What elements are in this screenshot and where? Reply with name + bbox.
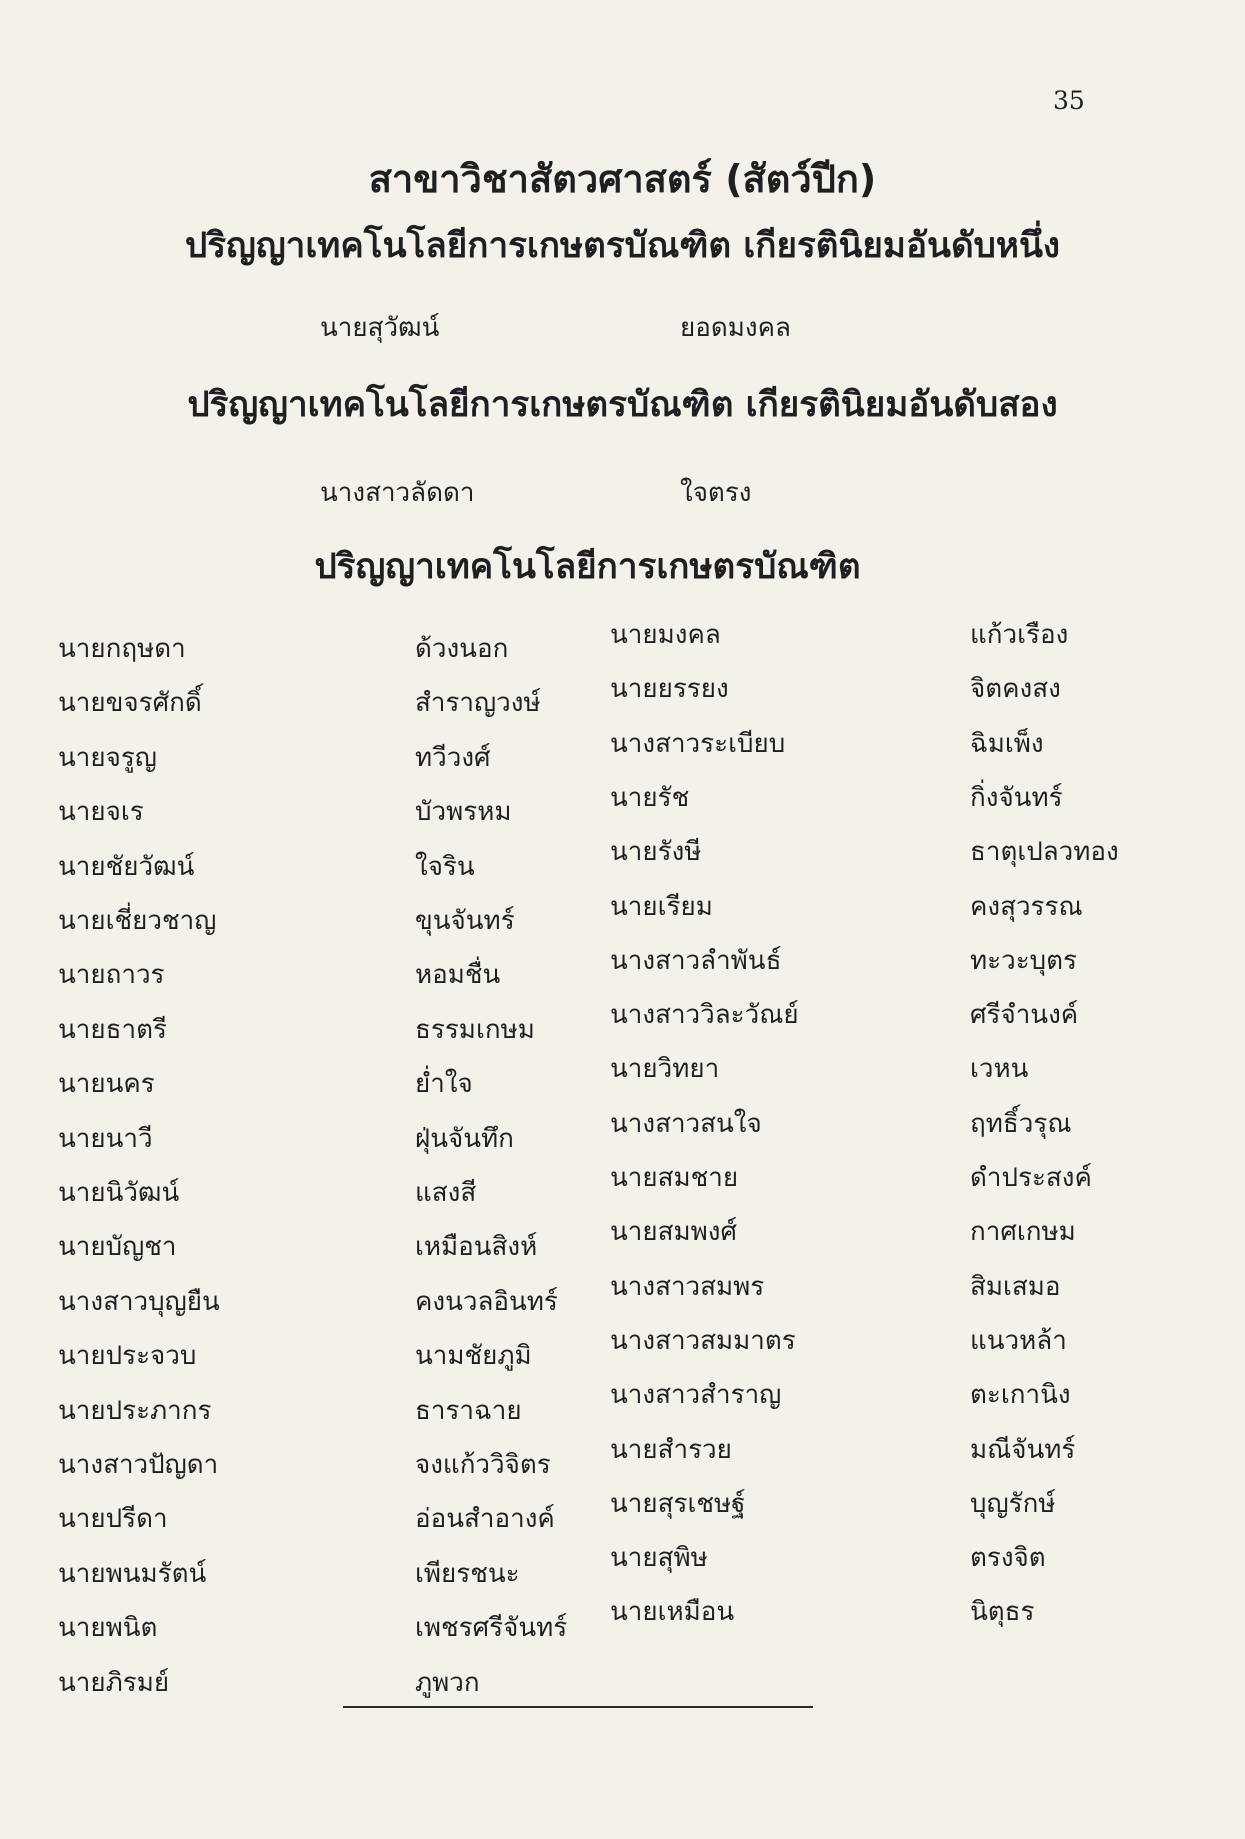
graduate-family-name: ทวีวงศ์ <box>415 742 491 773</box>
graduate-family-name: สิมเสมอ <box>970 1271 1061 1302</box>
graduate-family-name: ทะวะบุตร <box>970 945 1078 976</box>
graduate-given-name: นายพนิต <box>58 1613 158 1644</box>
graduate-family-name: อ่อนสำอางค์ <box>415 1504 555 1535</box>
graduate-given-name: นายนาวี <box>58 1123 153 1154</box>
graduate-family-name: ใจริน <box>415 851 475 882</box>
graduate-given-name: นางสาววิละวัณย์ <box>610 1000 799 1031</box>
graduate-given-name: นายจเร <box>58 797 144 828</box>
graduate-family-name: บุญรักษ์ <box>970 1488 1056 1519</box>
first-class-honors-heading: ปริญญาเทคโนโลยีการเกษตรบัณฑิต เกียรตินิยมอันดับหนึ่ง <box>185 226 1060 266</box>
graduate-family-name: เพชรศรีจันทร์ <box>415 1613 568 1644</box>
graduate-given-name: นายมงคล <box>610 620 721 650</box>
graduate-family-name: ภูพวก <box>415 1667 480 1698</box>
graduate-given-name: นางสาวสำราญ <box>610 1380 782 1411</box>
graduate-given-name: นายสมชาย <box>610 1163 739 1193</box>
graduate-given-name: นายรังษี <box>610 837 702 868</box>
graduate-family-name: คงนวลอินทร์ <box>415 1286 558 1317</box>
graduate-family-name: กาศเกษม <box>970 1217 1076 1248</box>
graduate-given-name: นายภิรมย์ <box>58 1667 170 1698</box>
first-class-family-name: ยอดมงคล <box>680 313 791 343</box>
graduate-given-name: นายรัช <box>610 782 690 813</box>
graduate-family-name: นามชัยภูมิ <box>415 1341 532 1372</box>
graduate-given-name: นายเชี่ยวชาญ <box>58 906 217 936</box>
graduate-family-name: เวหน <box>970 1054 1029 1085</box>
graduate-given-name: นายประจวบ <box>58 1341 197 1372</box>
graduate-family-name: นิตุธร <box>970 1597 1035 1628</box>
second-class-honors-heading: ปริญญาเทคโนโลยีการเกษตรบัณฑิต เกียรตินิยมอันดับสอง <box>187 385 1058 425</box>
graduate-given-name: นายสมพงศ์ <box>610 1217 737 1248</box>
graduate-given-name: นายพนมรัตน์ <box>58 1558 207 1589</box>
graduate-given-name: นางสาวสมพร <box>610 1271 765 1302</box>
graduate-family-name: ศรีจำนงค์ <box>970 1000 1079 1031</box>
graduate-family-name: จิตคงสง <box>970 674 1061 705</box>
graduate-given-name: นางสาวลำพันธ์ <box>610 945 782 976</box>
graduate-family-name: เหมือนสิงห์ <box>415 1232 538 1263</box>
graduate-given-name: นายยรรยง <box>610 674 729 705</box>
graduate-family-name: แสงสี <box>415 1178 477 1208</box>
graduate-given-name: นายจรูญ <box>58 742 157 773</box>
graduate-given-name: นายเรียม <box>610 891 713 922</box>
graduate-given-name: นายวิทยา <box>610 1054 720 1085</box>
graduate-family-name: ธาราฉาย <box>415 1395 522 1426</box>
graduate-family-name: ฤทธิ์วรุณ <box>970 1108 1072 1139</box>
graduate-given-name: นายธาตรี <box>58 1014 167 1045</box>
graduate-family-name: ตะเกานิง <box>970 1380 1071 1411</box>
bottom-rule <box>343 1706 813 1708</box>
faculty-title: สาขาวิชาสัตวศาสตร์ (สัตว์ปีก) <box>368 157 877 201</box>
second-class-family-name: ใจตรง <box>680 478 752 508</box>
graduate-family-name: หอมชื่น <box>415 960 501 991</box>
page-number: 35 <box>1053 86 1085 115</box>
graduate-given-name: นายเหมือน <box>610 1597 735 1628</box>
graduate-family-name: ธาตุเปลวทอง <box>970 837 1119 868</box>
graduate-family-name: จงแก้ววิจิตร <box>415 1450 551 1480</box>
graduate-given-name: นางสาวปัญดา <box>58 1450 219 1480</box>
graduate-given-name: นายนคร <box>58 1069 155 1100</box>
graduate-family-name: ตรงจิต <box>970 1543 1046 1574</box>
graduate-family-name: ด้วงนอก <box>415 634 509 664</box>
first-class-given-name: นายสุวัฒน์ <box>320 313 440 343</box>
graduate-given-name: นางสาวสมมาตร <box>610 1325 796 1356</box>
graduate-given-name: นายขจรศักดิ์ <box>58 688 202 719</box>
graduate-family-name: กิ่งจันทร์ <box>970 782 1063 813</box>
graduate-given-name: นายประภากร <box>58 1395 212 1426</box>
graduate-family-name: มณีจันทร์ <box>970 1434 1076 1465</box>
graduate-family-name: สำราญวงษ์ <box>415 688 541 719</box>
graduate-given-name: นางสาวบุญยืน <box>58 1286 220 1317</box>
graduate-family-name: แนวหล้า <box>970 1325 1067 1356</box>
graduate-given-name: นายปรีดา <box>58 1504 168 1535</box>
graduate-family-name: บัวพรหม <box>415 797 512 828</box>
graduate-given-name: นายกฤษดา <box>58 634 186 664</box>
graduate-given-name: นายสุรเชษฐ์ <box>610 1488 746 1519</box>
graduate-family-name: ฉิมเพ็ง <box>970 728 1044 759</box>
graduate-given-name: นายสำรวย <box>610 1434 732 1465</box>
graduate-family-name: คงสุวรรณ <box>970 891 1083 922</box>
graduate-family-name: ย่ำใจ <box>415 1069 473 1100</box>
graduate-given-name: นายถาวร <box>58 960 165 991</box>
graduate-family-name: ธรรมเกษม <box>415 1014 535 1045</box>
graduate-given-name: นายสุพิษ <box>610 1543 708 1574</box>
graduate-given-name: นางสาวสนใจ <box>610 1108 762 1139</box>
graduate-given-name: นายชัยวัฒน์ <box>58 851 195 882</box>
second-class-given-name: นางสาวลัดดา <box>320 478 475 508</box>
graduate-family-name: ฝุ่นจันทึก <box>415 1123 514 1154</box>
degree-heading: ปริญญาเทคโนโลยีการเกษตรบัณฑิต <box>314 547 861 587</box>
graduate-family-name: ดำประสงค์ <box>970 1163 1092 1193</box>
graduate-given-name: นายบัญชา <box>58 1232 177 1263</box>
graduate-given-name: นางสาวระเบียบ <box>610 728 786 759</box>
graduate-family-name: เพียรชนะ <box>415 1558 520 1589</box>
graduate-family-name: แก้วเรือง <box>970 620 1069 650</box>
graduate-given-name: นายนิวัฒน์ <box>58 1178 180 1208</box>
graduate-family-name: ขุนจันทร์ <box>415 906 515 936</box>
